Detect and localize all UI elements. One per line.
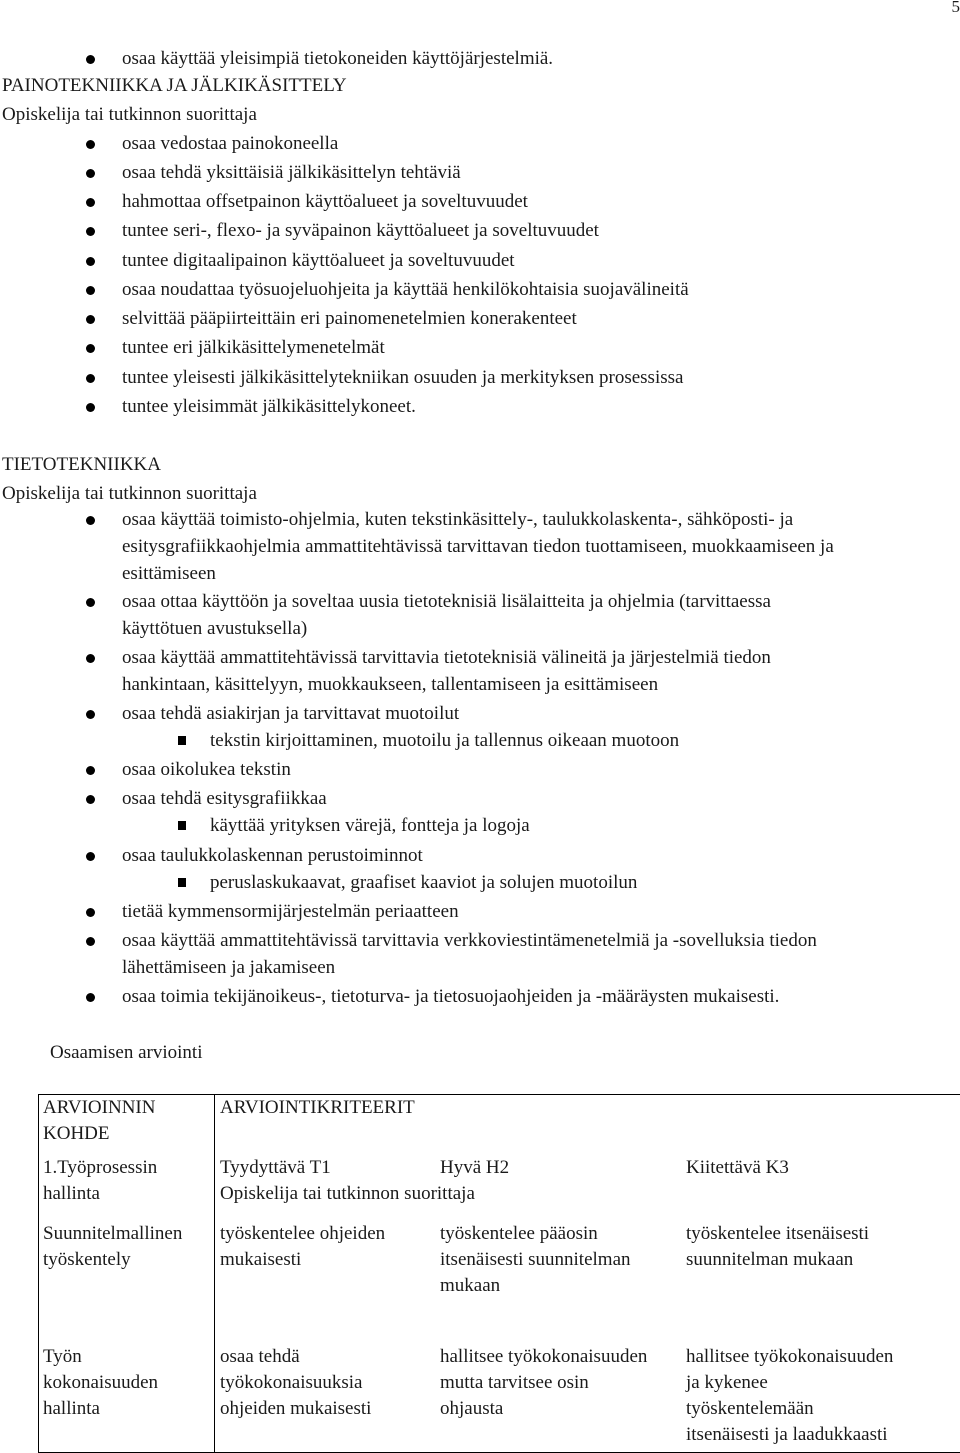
list-item-text: osaa tehdä esitysgrafiikkaa: [122, 788, 327, 809]
assessment-title: Osaamisen arviointi: [50, 1042, 203, 1063]
table-row-1-target: Suunnitelmallinen: [43, 1223, 183, 1244]
bullet-icon: [86, 937, 95, 946]
list-item-text: tuntee digitaalipainon käyttöalueet ja soveltuvuudet: [122, 250, 515, 271]
list-item-text: esittämiseen: [122, 563, 216, 584]
table-row-1-h2: työskentelee pääosin: [440, 1223, 598, 1244]
list-item-text: osaa taulukkolaskennan perustoiminnot: [122, 845, 423, 866]
list-item-text: osaa tehdä yksittäisiä jälkikäsittelyn tehtäviä: [122, 162, 461, 183]
grade-t1: Tyydyttävä T1: [220, 1157, 331, 1178]
table-row-1-h2: itsenäisesti suunnitelman: [440, 1249, 631, 1270]
section-title: TIETOTEKNIIKKA: [2, 454, 161, 475]
table-cell-target: hallinta: [43, 1183, 100, 1204]
bullet-icon: [86, 766, 95, 775]
table-row-2-target: kokonaisuuden: [43, 1372, 159, 1393]
list-item-text: hankintaan, käsittelyyn, muokkaukseen, tallentamiseen ja esittämiseen: [122, 674, 659, 695]
table-row-2-h2: hallitsee työkokonaisuuden: [440, 1346, 648, 1367]
section-subtitle: Opiskelija tai tutkinnon suorittaja: [2, 483, 257, 504]
table-border: [38, 1094, 960, 1095]
table-row-2-h2: ohjausta: [440, 1398, 504, 1419]
bullet-icon: [86, 55, 95, 64]
section-title: PAINOTEKNIIKKA JA JÄLKIKÄSITTELY: [2, 75, 347, 96]
sub-list-item-text: tekstin kirjoittaminen, muotoilu ja tallennus oikeaan muotoon: [210, 730, 680, 751]
sub-list-item-text: peruslaskukaavat, graafiset kaaviot ja solujen muotoilun: [210, 872, 638, 893]
list-item-text: osaa oikolukea tekstin: [122, 759, 291, 780]
page-number: 5: [951, 0, 960, 16]
list-item-text: tuntee seri-, flexo- ja syväpainon käyttöalueet ja soveltuvuudet: [122, 220, 599, 241]
table-row-1-target: työskentely: [43, 1249, 131, 1270]
list-item-text: osaa vedostaa painokoneella: [122, 133, 339, 154]
table-row-2-h2: mutta tarvitsee osin: [440, 1372, 589, 1393]
list-item-text: tietää kymmensormijärjestelmän periaatteen: [122, 901, 459, 922]
assessment-table: [38, 1094, 960, 1453]
table-row-2-t1: työkokonaisuuksia: [220, 1372, 363, 1393]
bullet-icon: [86, 993, 95, 1002]
bullet-icon: [86, 654, 95, 663]
square-bullet-icon: [178, 821, 186, 830]
table-subject: Opiskelija tai tutkinnon suorittaja: [220, 1183, 475, 1204]
list-item-text: tuntee eri jälkikäsittelymenetelmät: [122, 337, 385, 358]
bullet-icon: [86, 598, 95, 607]
list-item-text: osaa käyttää ammattitehtävissä tarvittavia verkkoviestintämenetelmiä ja -sovelluksia tiedon: [122, 930, 817, 951]
table-border: [38, 1094, 39, 1453]
table-row-1-h2: mukaan: [440, 1275, 501, 1296]
square-bullet-icon: [178, 878, 186, 887]
bullet-icon: [86, 516, 95, 525]
table-row-1-t1: työskentelee ohjeiden: [220, 1223, 386, 1244]
list-item-text: osaa käyttää ammattitehtävissä tarvittavia tietoteknisiä välineitä ja järjestelmiä tiedon: [122, 647, 771, 668]
table-header-target: KOHDE: [43, 1123, 110, 1144]
section-subtitle: Opiskelija tai tutkinnon suorittaja: [2, 104, 257, 125]
table-row-1-t1: mukaisesti: [220, 1249, 302, 1270]
list-item-text: osaa noudattaa työsuojeluohjeita ja käyttää henkilökohtaisia suojavälineitä: [122, 279, 689, 300]
list-item-text: osaa käyttää yleisimpiä tietokoneiden käyttöjärjestelmiä.: [122, 48, 554, 69]
bullet-icon: [86, 198, 95, 207]
bullet-icon: [86, 169, 95, 178]
table-border: [214, 1094, 215, 1453]
bullet-icon: [86, 344, 95, 353]
table-header-criteria: ARVIOINTIKRITEERIT: [220, 1097, 415, 1118]
bullet-icon: [86, 257, 95, 266]
table-row-2-target: Työn: [43, 1346, 82, 1367]
bullet-icon: [86, 227, 95, 236]
list-item-text: osaa käyttää toimisto-ohjelmia, kuten tekstinkäsittely-, taulukkolaskenta-, sähköposti- ja: [122, 509, 794, 530]
table-cell-target: 1.Työprosessin: [43, 1157, 158, 1178]
bullet-icon: [86, 852, 95, 861]
bullet-icon: [86, 795, 95, 804]
list-item-text: lähettämiseen ja jakamiseen: [122, 957, 336, 978]
bullet-icon: [86, 286, 95, 295]
square-bullet-icon: [178, 736, 186, 745]
table-row-2-t1: ohjeiden mukaisesti: [220, 1398, 372, 1419]
list-item-text: osaa toimia tekijänoikeus-, tietoturva- ja tietosuojaohjeiden ja -määräysten mukaisesti.: [122, 986, 780, 1007]
table-row-2-t1: osaa tehdä: [220, 1346, 300, 1367]
list-item-text: osaa ottaa käyttöön ja soveltaa uusia tietoteknisiä lisälaitteita ja ohjelmia (tarvittaessa: [122, 591, 771, 612]
list-item-text: selvittää pääpiirteittäin eri painomenetelmien konerakenteet: [122, 308, 577, 329]
grade-h2: Hyvä H2: [440, 1157, 510, 1178]
table-row-1-k3: työskentelee itsenäisesti: [686, 1223, 870, 1244]
table-row-2-target: hallinta: [43, 1398, 100, 1419]
list-item-text: esitysgrafiikkaohjelmia ammattitehtävissä tarvittavan tiedon tuottamiseen, muokkaamiseen ja: [122, 536, 834, 557]
list-item-text: hahmottaa offsetpainon käyttöalueet ja soveltuvuudet: [122, 191, 528, 212]
bullet-icon: [86, 908, 95, 917]
list-item-text: käyttötuen avustuksella): [122, 618, 308, 639]
grade-k3: Kiitettävä K3: [686, 1157, 789, 1178]
sub-list-item-text: käyttää yrityksen värejä, fontteja ja logoja: [210, 815, 530, 836]
table-row-2-k3: hallitsee työkokonaisuuden: [686, 1346, 894, 1367]
list-item-text: tuntee yleisesti jälkikäsittelytekniikan osuuden ja merkityksen prosessissa: [122, 367, 684, 388]
bullet-icon: [86, 403, 95, 412]
bullet-icon: [86, 710, 95, 719]
bullet-icon: [86, 315, 95, 324]
table-row-2-k3: ja kykenee: [686, 1372, 768, 1393]
list-item-text: tuntee yleisimmät jälkikäsittelykoneet.: [122, 396, 416, 417]
table-row-1-k3: suunnitelman mukaan: [686, 1249, 854, 1270]
table-row-2-k3: itsenäisesti ja laadukkaasti: [686, 1424, 888, 1445]
list-item-text: osaa tehdä asiakirjan ja tarvittavat muotoilut: [122, 703, 460, 724]
table-row-2-k3: työskentelemään: [686, 1398, 814, 1419]
bullet-icon: [86, 374, 95, 383]
table-header-target: ARVIOINNIN: [43, 1097, 156, 1118]
bullet-icon: [86, 140, 95, 149]
